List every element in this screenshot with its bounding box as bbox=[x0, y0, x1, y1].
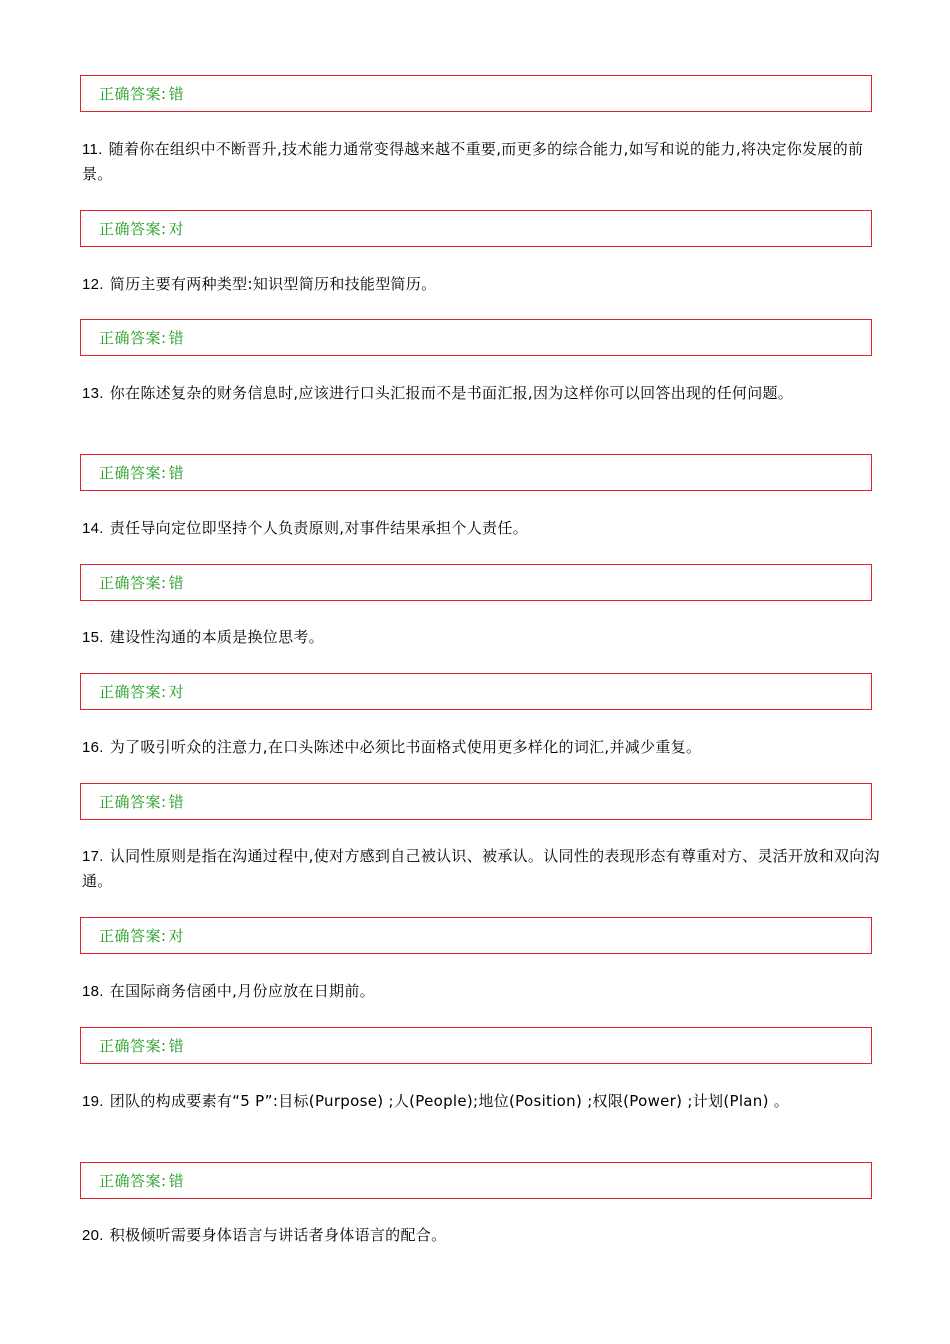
answer-box bbox=[80, 75, 872, 112]
answer-value: 对 bbox=[168, 683, 185, 701]
answer-box bbox=[80, 1027, 872, 1064]
answer-value: 错 bbox=[168, 85, 185, 103]
question-number: 20. bbox=[82, 1227, 104, 1244]
question-number: 18. bbox=[82, 983, 104, 1000]
answer-box bbox=[80, 917, 872, 954]
question-number: 17. bbox=[82, 848, 104, 865]
question-number: 13. bbox=[82, 385, 104, 402]
answer-box bbox=[80, 454, 872, 491]
question-item bbox=[82, 1223, 882, 1248]
answer-label: 正确答案: bbox=[99, 329, 167, 347]
question-number: 16. bbox=[82, 739, 104, 756]
question-text: 简历主要有两种类型:知识型简历和技能型简历。 bbox=[109, 275, 437, 293]
answer-value: 错 bbox=[168, 793, 185, 811]
question-number: 19. bbox=[82, 1093, 104, 1110]
answer-value: 对 bbox=[168, 220, 185, 238]
answer-value: 错 bbox=[168, 1172, 185, 1190]
answer-value: 错 bbox=[168, 464, 185, 482]
answer-label: 正确答案: bbox=[99, 793, 167, 811]
question-text: 为了吸引听众的注意力,在口头陈述中必须比书面格式使用更多样化的词汇,并减少重复。 bbox=[109, 738, 702, 756]
question-text: 你在陈述复杂的财务信息时,应该进行口头汇报而不是书面汇报,因为这样你可以回答出现的任何问题。 bbox=[109, 384, 794, 402]
answer-box bbox=[80, 783, 872, 820]
answer-value: 错 bbox=[168, 329, 185, 347]
answer-label: 正确答案: bbox=[99, 1172, 167, 1190]
answer-box bbox=[80, 210, 872, 247]
question-item bbox=[82, 979, 882, 1004]
answer-value: 对 bbox=[168, 927, 185, 945]
answer-box bbox=[80, 319, 872, 356]
answer-box bbox=[80, 1162, 872, 1199]
answer-label: 正确答案: bbox=[99, 1037, 167, 1055]
answer-label: 正确答案: bbox=[99, 683, 167, 701]
question-item bbox=[82, 516, 882, 541]
question-text: 认同性原则是指在沟通过程中,使对方感到自己被认识、被承认。认同性的表现形态有尊重对方、灵活开放和双向沟通。 bbox=[82, 847, 880, 890]
answer-label: 正确答案: bbox=[99, 464, 167, 482]
question-item bbox=[82, 381, 882, 406]
question-text: 建设性沟通的本质是换位思考。 bbox=[109, 628, 324, 646]
question-item bbox=[82, 137, 882, 187]
question-text: 随着你在组织中不断晋升,技术能力通常变得越来越不重要,而更多的综合能力,如写和说的能力,将决定你发展的前景。 bbox=[82, 140, 864, 183]
answer-label: 正确答案: bbox=[99, 85, 167, 103]
question-text: 在国际商务信函中,月份应放在日期前。 bbox=[109, 982, 375, 1000]
question-item bbox=[82, 844, 882, 894]
answer-label: 正确答案: bbox=[99, 220, 167, 238]
answer-box bbox=[80, 564, 872, 601]
answer-value: 错 bbox=[168, 574, 185, 592]
answer-label: 正确答案: bbox=[99, 927, 167, 945]
question-number: 14. bbox=[82, 520, 104, 537]
question-text: 积极倾听需要身体语言与讲话者身体语言的配合。 bbox=[109, 1226, 447, 1244]
question-text: 团队的构成要素有“5 P”:目标(Purpose) ;人(People);地位(Position) ;权限(Power) ;计划(Plan) 。 bbox=[109, 1092, 790, 1110]
answer-box bbox=[80, 673, 872, 710]
question-number: 15. bbox=[82, 629, 104, 646]
question-number: 12. bbox=[82, 276, 104, 293]
question-item bbox=[82, 735, 882, 760]
question-item bbox=[82, 272, 882, 297]
question-number: 11. bbox=[82, 141, 103, 158]
answer-label: 正确答案: bbox=[99, 574, 167, 592]
question-item bbox=[82, 625, 882, 650]
question-text: 责任导向定位即坚持个人负责原则,对事件结果承担个人责任。 bbox=[109, 519, 528, 537]
question-item bbox=[82, 1089, 882, 1114]
answer-value: 错 bbox=[168, 1037, 185, 1055]
